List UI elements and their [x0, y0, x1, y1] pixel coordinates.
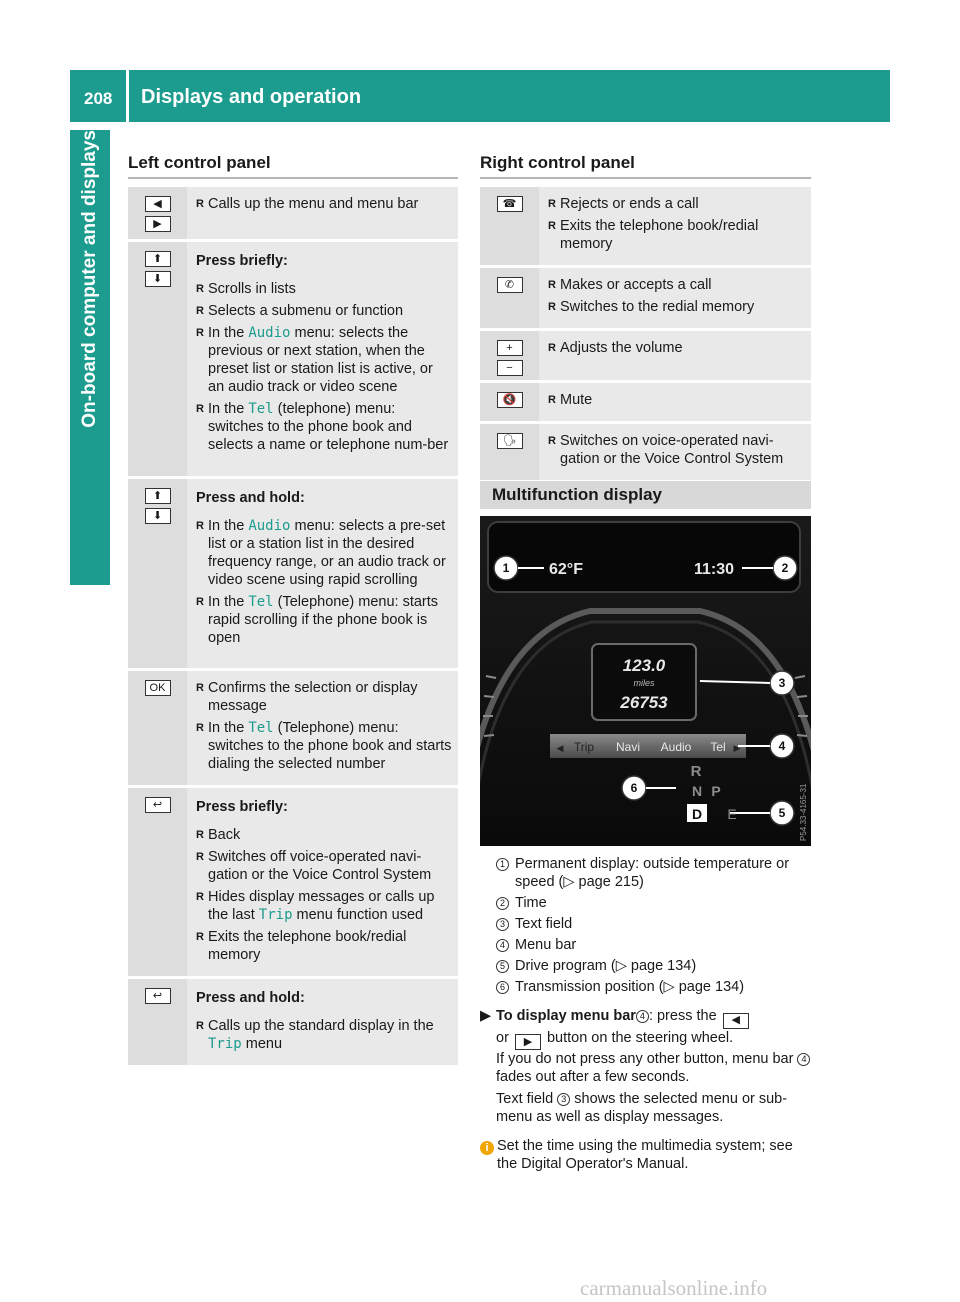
- control-key-cell: [480, 187, 539, 265]
- bullet-text: Scrolls in lists: [208, 281, 296, 297]
- cluster-callout-number: 4: [778, 739, 786, 753]
- instruction-ref-3: 3: [557, 1093, 570, 1106]
- bullet-text: In the Audio menu: selects a pre-set list or a station list in the desired frequency range, or an audio track or video scene using rapid scrolling: [208, 518, 446, 588]
- bullet-item: [196, 195, 452, 213]
- control-key-icon: ↩: [145, 988, 171, 1004]
- control-key-cell: [128, 671, 187, 785]
- instruction-line2a: If you do not press any other button, menu bar: [496, 1051, 794, 1067]
- control-key-cell: [480, 331, 539, 380]
- bullet-icon: R: [196, 1020, 204, 1032]
- legend-item: [496, 915, 814, 933]
- bullet-text: Rejects or ends a call: [560, 196, 699, 212]
- cluster-menu-right-icon: ▶: [733, 743, 741, 753]
- cluster-callout-number: 3: [778, 676, 786, 690]
- legend-number-circle: 2: [496, 897, 509, 910]
- control-key-icon: ✆: [497, 277, 523, 293]
- cluster-gear-r: R: [690, 763, 702, 780]
- control-description: [539, 187, 811, 265]
- bullet-text: In the Tel (Telephone) menu: switches to the phone book and starts dialing the selected number: [208, 720, 452, 772]
- bullet-icon: R: [196, 891, 204, 903]
- bullet-item: [196, 679, 452, 715]
- info-note: [480, 1137, 815, 1173]
- right-arrow-key-icon: ▶: [515, 1034, 541, 1050]
- multifunction-title: Multifunction display: [480, 481, 811, 509]
- cluster-gear-p: P: [711, 783, 721, 799]
- cluster-time: 11:30: [694, 561, 735, 578]
- cluster-unit: miles: [633, 678, 655, 688]
- bullet-icon: R: [548, 301, 556, 313]
- bullet-text: In the Tel (Telephone) menu: starts rapid scrolling if the phone book is open: [208, 594, 439, 646]
- bullet-icon: R: [548, 435, 556, 447]
- control-key-icon: OK: [145, 680, 171, 696]
- left-title-rule: [128, 177, 458, 179]
- cluster-illustration: [480, 516, 811, 846]
- control-row: [128, 671, 458, 788]
- instruction-bold: To display menu bar: [496, 1008, 636, 1024]
- control-key-icon: ⬆: [145, 488, 171, 504]
- legend-number-circle: 5: [496, 960, 509, 973]
- bullet-text: Switches off voice-operated navi-gation or the Voice Control System: [208, 849, 432, 883]
- bullet-item: [548, 298, 805, 316]
- legend-text: Menu bar: [515, 937, 577, 953]
- control-key-cell: [480, 424, 539, 480]
- cluster-menu-item: Audio: [660, 740, 692, 754]
- menu-keyword: Trip: [208, 1036, 242, 1052]
- cluster-menu-item: Navi: [615, 740, 641, 754]
- bullet-text: Switches on voice-operated navi-gation or the Voice Control System: [560, 433, 784, 467]
- control-description: [187, 671, 458, 785]
- menu-keyword: Audio: [248, 518, 291, 534]
- page-number: 208: [84, 89, 113, 108]
- description-heading: Press briefly:: [196, 799, 288, 815]
- bullet-item: [196, 517, 452, 589]
- legend-number: [496, 978, 515, 996]
- side-tab-label-wrap: [70, 130, 110, 585]
- menu-keyword: Audio: [248, 325, 291, 341]
- bullet-item: [548, 391, 805, 409]
- control-row: [128, 788, 458, 979]
- bullet-icon: R: [196, 520, 204, 532]
- legend-text: Drive program (▷ page 134): [515, 958, 697, 974]
- legend-text: Transmission position (▷ page 134): [515, 979, 745, 995]
- control-key-cell: [128, 479, 187, 668]
- bullet-item: [196, 719, 452, 773]
- cluster-menu-item: Trip: [573, 740, 595, 754]
- control-key-icon: ▶: [145, 216, 171, 232]
- legend-number: [496, 936, 515, 954]
- header-divider: [126, 70, 129, 122]
- bullet-text: Mute: [560, 392, 593, 408]
- bullet-item: [196, 848, 452, 884]
- legend-number: [496, 915, 515, 933]
- control-description: [187, 187, 458, 239]
- control-key-icon: ⬇: [145, 508, 171, 524]
- instruction-text2: or: [496, 1029, 509, 1046]
- bullet-item: [196, 1017, 452, 1053]
- instruction-line2b: fades out after a few seconds.: [496, 1069, 690, 1085]
- control-row: [128, 187, 458, 242]
- control-key-icon: +: [497, 340, 523, 356]
- control-key-icon: ⬆: [145, 251, 171, 267]
- control-row: [480, 424, 811, 483]
- control-description: [187, 788, 458, 976]
- cluster-menu-left-icon: ◀: [556, 743, 564, 753]
- control-description: [187, 979, 458, 1065]
- bullet-item: [548, 432, 805, 468]
- control-key-cell: [480, 383, 539, 421]
- description-heading: Press and hold:: [196, 990, 305, 1006]
- control-row: [128, 979, 458, 1068]
- bullet-text: Exits the telephone book/redial memory: [560, 218, 759, 252]
- bullet-text: Makes or accepts a call: [560, 277, 712, 293]
- bullet-text: Confirms the selection or display message: [208, 680, 418, 714]
- bullet-item: [548, 276, 805, 294]
- bullet-item: [548, 217, 805, 253]
- bullet-item: [196, 400, 452, 454]
- cluster-menu-item: Tel: [710, 740, 726, 754]
- bullet-text: Switches to the redial memory: [560, 299, 755, 315]
- control-key-cell: [480, 268, 539, 328]
- bullet-item: [548, 339, 805, 357]
- bullet-text: Calls up the standard display in the Trip menu: [208, 1018, 434, 1052]
- bullet-text: Hides display messages or calls up the last Trip menu function used: [208, 889, 435, 923]
- bullet-icon: R: [196, 327, 204, 339]
- control-key-cell: [128, 788, 187, 976]
- menu-keyword: Tel: [248, 594, 274, 610]
- cluster-callout-number: 6: [630, 781, 638, 795]
- info-icon: i: [480, 1141, 494, 1155]
- legend-number-circle: 1: [496, 858, 509, 871]
- cluster-temperature: 62°F: [549, 561, 583, 578]
- side-tab-label: On-board computer and displays: [79, 130, 100, 428]
- bullet-icon: R: [548, 279, 556, 291]
- control-row: [128, 479, 458, 671]
- legend-text: Text field: [515, 916, 573, 932]
- cluster-callout-number: 5: [778, 806, 786, 820]
- bullet-icon: R: [196, 851, 204, 863]
- menu-keyword: Tel: [248, 401, 274, 417]
- left-panel-title: Left control panel: [128, 153, 271, 172]
- legend-number-circle: 4: [496, 939, 509, 952]
- bullet-icon: R: [196, 283, 204, 295]
- info-note-text: Set the time using the multimedia system; see the Digital Operator's Manual.: [497, 1138, 793, 1172]
- cluster-gear-n: N: [691, 783, 703, 799]
- bullet-item: [196, 826, 452, 844]
- control-row: [128, 242, 458, 479]
- legend-item: [496, 978, 814, 996]
- page-title: Displays and operation: [141, 86, 362, 108]
- control-row: [480, 187, 811, 268]
- left-arrow-key-icon: ◀: [723, 1013, 749, 1029]
- right-control-table: [480, 187, 811, 483]
- control-key-cell: [128, 979, 187, 1065]
- bullet-text: Calls up the menu and menu bar: [208, 196, 419, 212]
- menu-keyword: Tel: [248, 720, 274, 736]
- bullet-item: [196, 302, 452, 320]
- legend-text: Permanent display: outside temperature or speed (▷ page 215): [515, 856, 790, 890]
- instruction: [480, 1007, 815, 1126]
- cluster-gear-d: D: [691, 806, 703, 822]
- legend-text: Time: [515, 895, 547, 911]
- control-key-cell: [128, 187, 187, 239]
- bullet-icon: R: [196, 198, 204, 210]
- control-description: [539, 268, 811, 328]
- bullet-icon: R: [548, 342, 556, 354]
- control-key-icon: −: [497, 360, 523, 376]
- control-row: [480, 383, 811, 424]
- instruction-ref-4: 4: [636, 1010, 649, 1023]
- bullet-item: [548, 195, 805, 213]
- control-description: [187, 479, 458, 668]
- cluster-callout-number: 2: [781, 561, 789, 575]
- instruction-arrow-icon: ▶: [480, 1008, 492, 1024]
- control-row: [480, 331, 811, 383]
- bullet-text: Adjusts the volume: [560, 340, 683, 356]
- left-control-table: [128, 187, 458, 1068]
- legend-item: [496, 957, 814, 975]
- instruction-ref-4b: 4: [797, 1053, 810, 1066]
- cluster-value: 123.0: [622, 656, 666, 675]
- legend-item: [496, 894, 814, 912]
- right-title-rule: [480, 177, 811, 179]
- bullet-icon: R: [196, 682, 204, 694]
- cluster-part-code: P54.33-4165-31: [799, 783, 808, 841]
- menu-keyword: Trip: [258, 907, 293, 923]
- control-key-icon: ↩: [145, 797, 171, 813]
- bullet-icon: R: [548, 394, 556, 406]
- bullet-item: [196, 593, 452, 647]
- instruction-line3b: shows the selected menu or sub-menu as well as display messages.: [496, 1091, 788, 1125]
- cluster-callout-number: 1: [502, 561, 510, 575]
- bullet-item: [196, 888, 452, 924]
- bullet-icon: R: [196, 829, 204, 841]
- bullet-text: In the Tel (telephone) menu: switches to the phone book and selects a name or telephone num-ber: [208, 401, 449, 453]
- bullet-icon: R: [548, 220, 556, 232]
- control-description: [539, 424, 811, 480]
- bullet-icon: R: [196, 403, 204, 415]
- control-key-icon: 🔇: [497, 392, 523, 408]
- cluster-odometer: 26753: [620, 693, 668, 712]
- description-heading: Press and hold:: [196, 490, 305, 506]
- instruction-line3a: Text field: [496, 1091, 554, 1107]
- bullet-item: [196, 928, 452, 964]
- bullet-icon: R: [548, 198, 556, 210]
- bullet-text: Back: [208, 827, 241, 843]
- description-heading: Press briefly:: [196, 253, 288, 269]
- legend-item: [496, 936, 814, 954]
- control-key-icon: 🗣: [497, 433, 523, 449]
- cluster-drive-program: E: [727, 806, 737, 822]
- legend-number-circle: 3: [496, 918, 509, 931]
- right-panel-title: Right control panel: [480, 153, 635, 172]
- control-key-cell: [128, 242, 187, 476]
- legend-number-circle: 6: [496, 981, 509, 994]
- bullet-icon: R: [196, 931, 204, 943]
- legend-number: [496, 894, 515, 912]
- bullet-text: In the Audio menu: selects the previous or next station, when the preset list or station list is active, or an audio track or video scene: [208, 325, 433, 395]
- bullet-item: [196, 280, 452, 298]
- control-row: [480, 268, 811, 331]
- control-description: [187, 242, 458, 476]
- control-key-icon: ◀: [145, 196, 171, 212]
- callout-legend: [496, 855, 814, 999]
- bullet-icon: R: [196, 305, 204, 317]
- watermark: carmanualsonline.info: [580, 1276, 768, 1300]
- bullet-text: Selects a submenu or function: [208, 303, 404, 319]
- bullet-text: Exits the telephone book/redial memory: [208, 929, 407, 963]
- control-description: [539, 383, 811, 421]
- control-key-icon: ☎: [497, 196, 523, 212]
- legend-number: [496, 957, 515, 975]
- legend-item: [496, 855, 814, 891]
- legend-number: [496, 855, 515, 891]
- control-key-icon: ⬇: [145, 271, 171, 287]
- instruction-text1: : press the: [648, 1008, 717, 1024]
- bullet-icon: R: [196, 722, 204, 734]
- control-description: [539, 331, 811, 380]
- instruction-text3: button on the steering wheel.: [546, 1029, 734, 1046]
- bullet-item: [196, 324, 452, 396]
- bullet-icon: R: [196, 596, 204, 608]
